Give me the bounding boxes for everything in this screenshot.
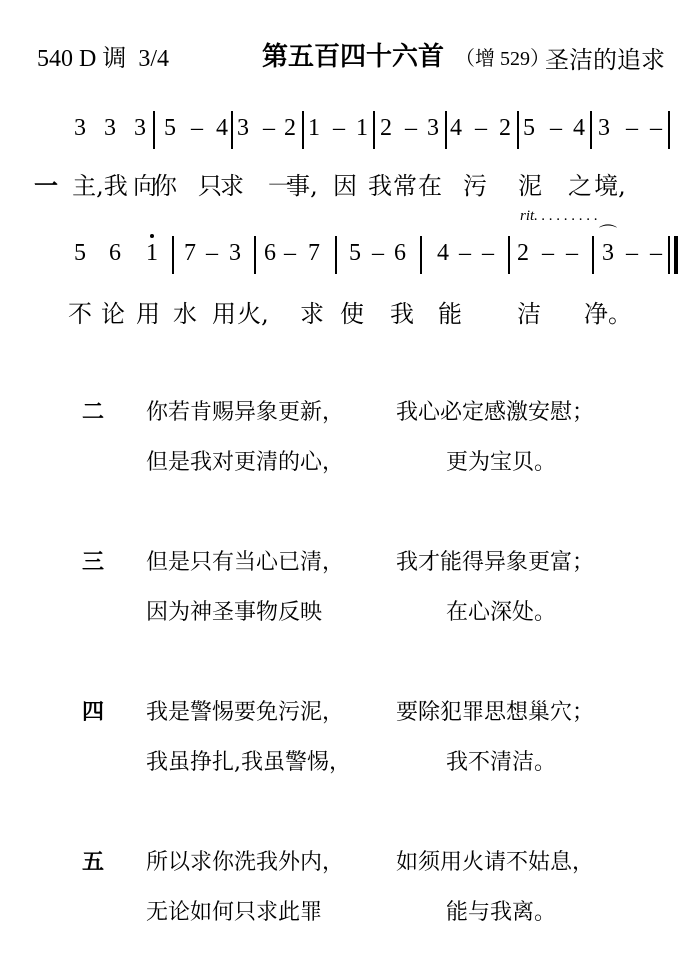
verse-line-2-part-1: 我虽挣扎,我虽警惕，: [146, 750, 351, 775]
barline: [373, 111, 375, 149]
note-glyph: 2: [380, 115, 392, 141]
verse-line-2-part-1: 因为神圣事物反映: [146, 600, 323, 625]
note-glyph: 1: [146, 240, 158, 266]
lyric-syllable: 事,: [286, 172, 318, 200]
note-glyph: –: [650, 115, 662, 141]
note-glyph: 2: [517, 240, 529, 266]
lyric-syllable: 在: [418, 172, 442, 200]
note-glyph: –: [284, 240, 296, 266]
lyric-syllable: 主,我: [72, 172, 128, 200]
note-glyph: 6: [264, 240, 276, 266]
lyric-syllable: 一: [268, 172, 292, 200]
lyric-syllable: 使: [340, 300, 364, 328]
lyric-syllable: 求: [220, 172, 244, 200]
lyric-syllable: 论: [101, 300, 125, 328]
note-glyph: 3: [237, 115, 249, 141]
verse-number: 二: [82, 400, 105, 425]
note-glyph: –: [206, 240, 218, 266]
barline: [590, 111, 592, 149]
final-barline-thin: [668, 236, 670, 274]
verse-line-1-part-1: 我是警惕要免污泥，: [146, 700, 345, 725]
verse-line-1-part-1: 但是只有当心已清，: [146, 550, 345, 575]
note-glyph: –: [475, 115, 487, 141]
verse-line-1-part-2: 我心必定感激安慰；: [396, 400, 595, 425]
ritardando-marking: rit. . . . . . . . .: [520, 208, 598, 224]
barline: [231, 111, 233, 149]
lyric-syllable: 你: [153, 172, 177, 200]
note-glyph: 5: [523, 115, 535, 141]
score-line-1-notes: [0, 115, 700, 149]
barline: [254, 236, 256, 274]
note-glyph: 3: [427, 115, 439, 141]
verse-line-1-part-2: 要除犯罪思想巢穴；: [396, 700, 595, 725]
note-glyph: 6: [109, 240, 121, 266]
verse-number: 三: [82, 550, 105, 575]
note-glyph: 1: [308, 115, 320, 141]
note-glyph: 4: [216, 115, 228, 141]
verse-number: 五: [82, 850, 105, 875]
barline: [592, 236, 594, 274]
note-glyph: –: [550, 115, 562, 141]
note-glyph: 3: [598, 115, 610, 141]
barline: [172, 236, 174, 274]
note-glyph: 7: [184, 240, 196, 266]
lyric-syllable: 火,: [237, 300, 269, 328]
note-glyph: 5: [349, 240, 361, 266]
lyric-syllable: 不: [68, 300, 92, 328]
note-glyph: 3: [134, 115, 146, 141]
note-glyph: –: [263, 115, 275, 141]
lyric-syllable: 净。: [584, 300, 632, 328]
score-line-2-notes: [0, 224, 700, 274]
note-glyph: 3: [74, 115, 86, 141]
note-glyph: –: [459, 240, 471, 266]
lyric-syllable: 一: [34, 171, 58, 200]
verse-line-1-part-1: 你若肯赐异象更新，: [146, 400, 345, 425]
note-glyph: 3: [104, 115, 116, 141]
note-glyph: 4: [573, 115, 585, 141]
note-glyph: 3: [229, 240, 241, 266]
note-glyph: 5: [164, 115, 176, 141]
note-glyph: –: [405, 115, 417, 141]
lyric-syllable: 污: [463, 172, 487, 200]
verse-line-2-part-2: 我不清洁。: [446, 750, 557, 775]
verse-line-2-part-2: 能与我离。: [446, 900, 557, 925]
verse-line-2-part-1: 无论如何只求此罪: [146, 900, 323, 925]
lyric-syllable: 我: [368, 172, 392, 200]
barline: [517, 111, 519, 149]
fermata-mark: ⌒: [599, 224, 617, 244]
barline: [302, 111, 304, 149]
verse-line-1-part-2: 如须用火请不姑息，: [396, 850, 595, 875]
lyric-syllable: 只: [198, 172, 222, 200]
note-glyph: –: [191, 115, 203, 141]
note-glyph: 2: [284, 115, 296, 141]
note-glyph: 4: [450, 115, 462, 141]
hymn-number-key-meter: 540 D 调 3/4: [37, 46, 169, 72]
lyric-syllable: 常: [393, 172, 417, 200]
verse-line-1-part-1: 所以求你洗我外内，: [146, 850, 345, 875]
barline: [508, 236, 510, 274]
note-glyph: –: [333, 115, 345, 141]
hymn-reference: （增 529）: [455, 48, 550, 70]
note-glyph: –: [372, 240, 384, 266]
note-glyph: –: [482, 240, 494, 266]
note-glyph: 3: [602, 240, 614, 266]
lyric-syllable: 之: [568, 172, 592, 200]
lyric-syllable: 能: [438, 300, 462, 328]
lyric-syllable: 求: [300, 300, 324, 328]
note-glyph: –: [626, 240, 638, 266]
note-glyph: –: [650, 240, 662, 266]
lyric-syllable: 我: [390, 300, 414, 328]
hymn-title: 第五百四十六首: [262, 42, 445, 72]
lyric-syllable: 境,: [594, 172, 626, 200]
note-glyph: 6: [394, 240, 406, 266]
final-barline-thick: [674, 236, 678, 274]
verse-line-2-part-2: 在心深处。: [446, 600, 557, 625]
hymn-subtitle: 圣洁的追求: [545, 46, 665, 74]
note-glyph: –: [566, 240, 578, 266]
barline: [153, 111, 155, 149]
barline: [668, 111, 670, 149]
verse-line-1-part-2: 我才能得异象更富；: [396, 550, 595, 575]
note-glyph: 7: [308, 240, 320, 266]
verse-line-2-part-1: 但是我对更清的心，: [146, 450, 345, 475]
lyric-syllable: 用: [136, 300, 160, 328]
barline: [335, 236, 337, 274]
lyric-syllable: 用: [212, 300, 236, 328]
lyric-syllable: 水: [173, 300, 197, 328]
lyric-syllable: 泥: [518, 172, 542, 200]
verse-number: 四: [82, 700, 105, 725]
note-glyph: 4: [437, 240, 449, 266]
verse-line-2-part-2: 更为宝贝。: [446, 450, 557, 475]
score-line-1-lyrics: [0, 166, 700, 200]
note-glyph: –: [626, 115, 638, 141]
score-line-2-lyrics: [0, 294, 700, 328]
note-glyph: 2: [499, 115, 511, 141]
barline: [445, 111, 447, 149]
lyric-syllable: 洁: [517, 300, 541, 328]
lyric-syllable: 因: [333, 172, 357, 200]
note-glyph: 5: [74, 240, 86, 266]
lyric-syllable: 向: [133, 172, 157, 200]
note-glyph: 1: [356, 115, 368, 141]
barline: [420, 236, 422, 274]
high-octave-dot: [150, 234, 154, 238]
note-glyph: –: [542, 240, 554, 266]
